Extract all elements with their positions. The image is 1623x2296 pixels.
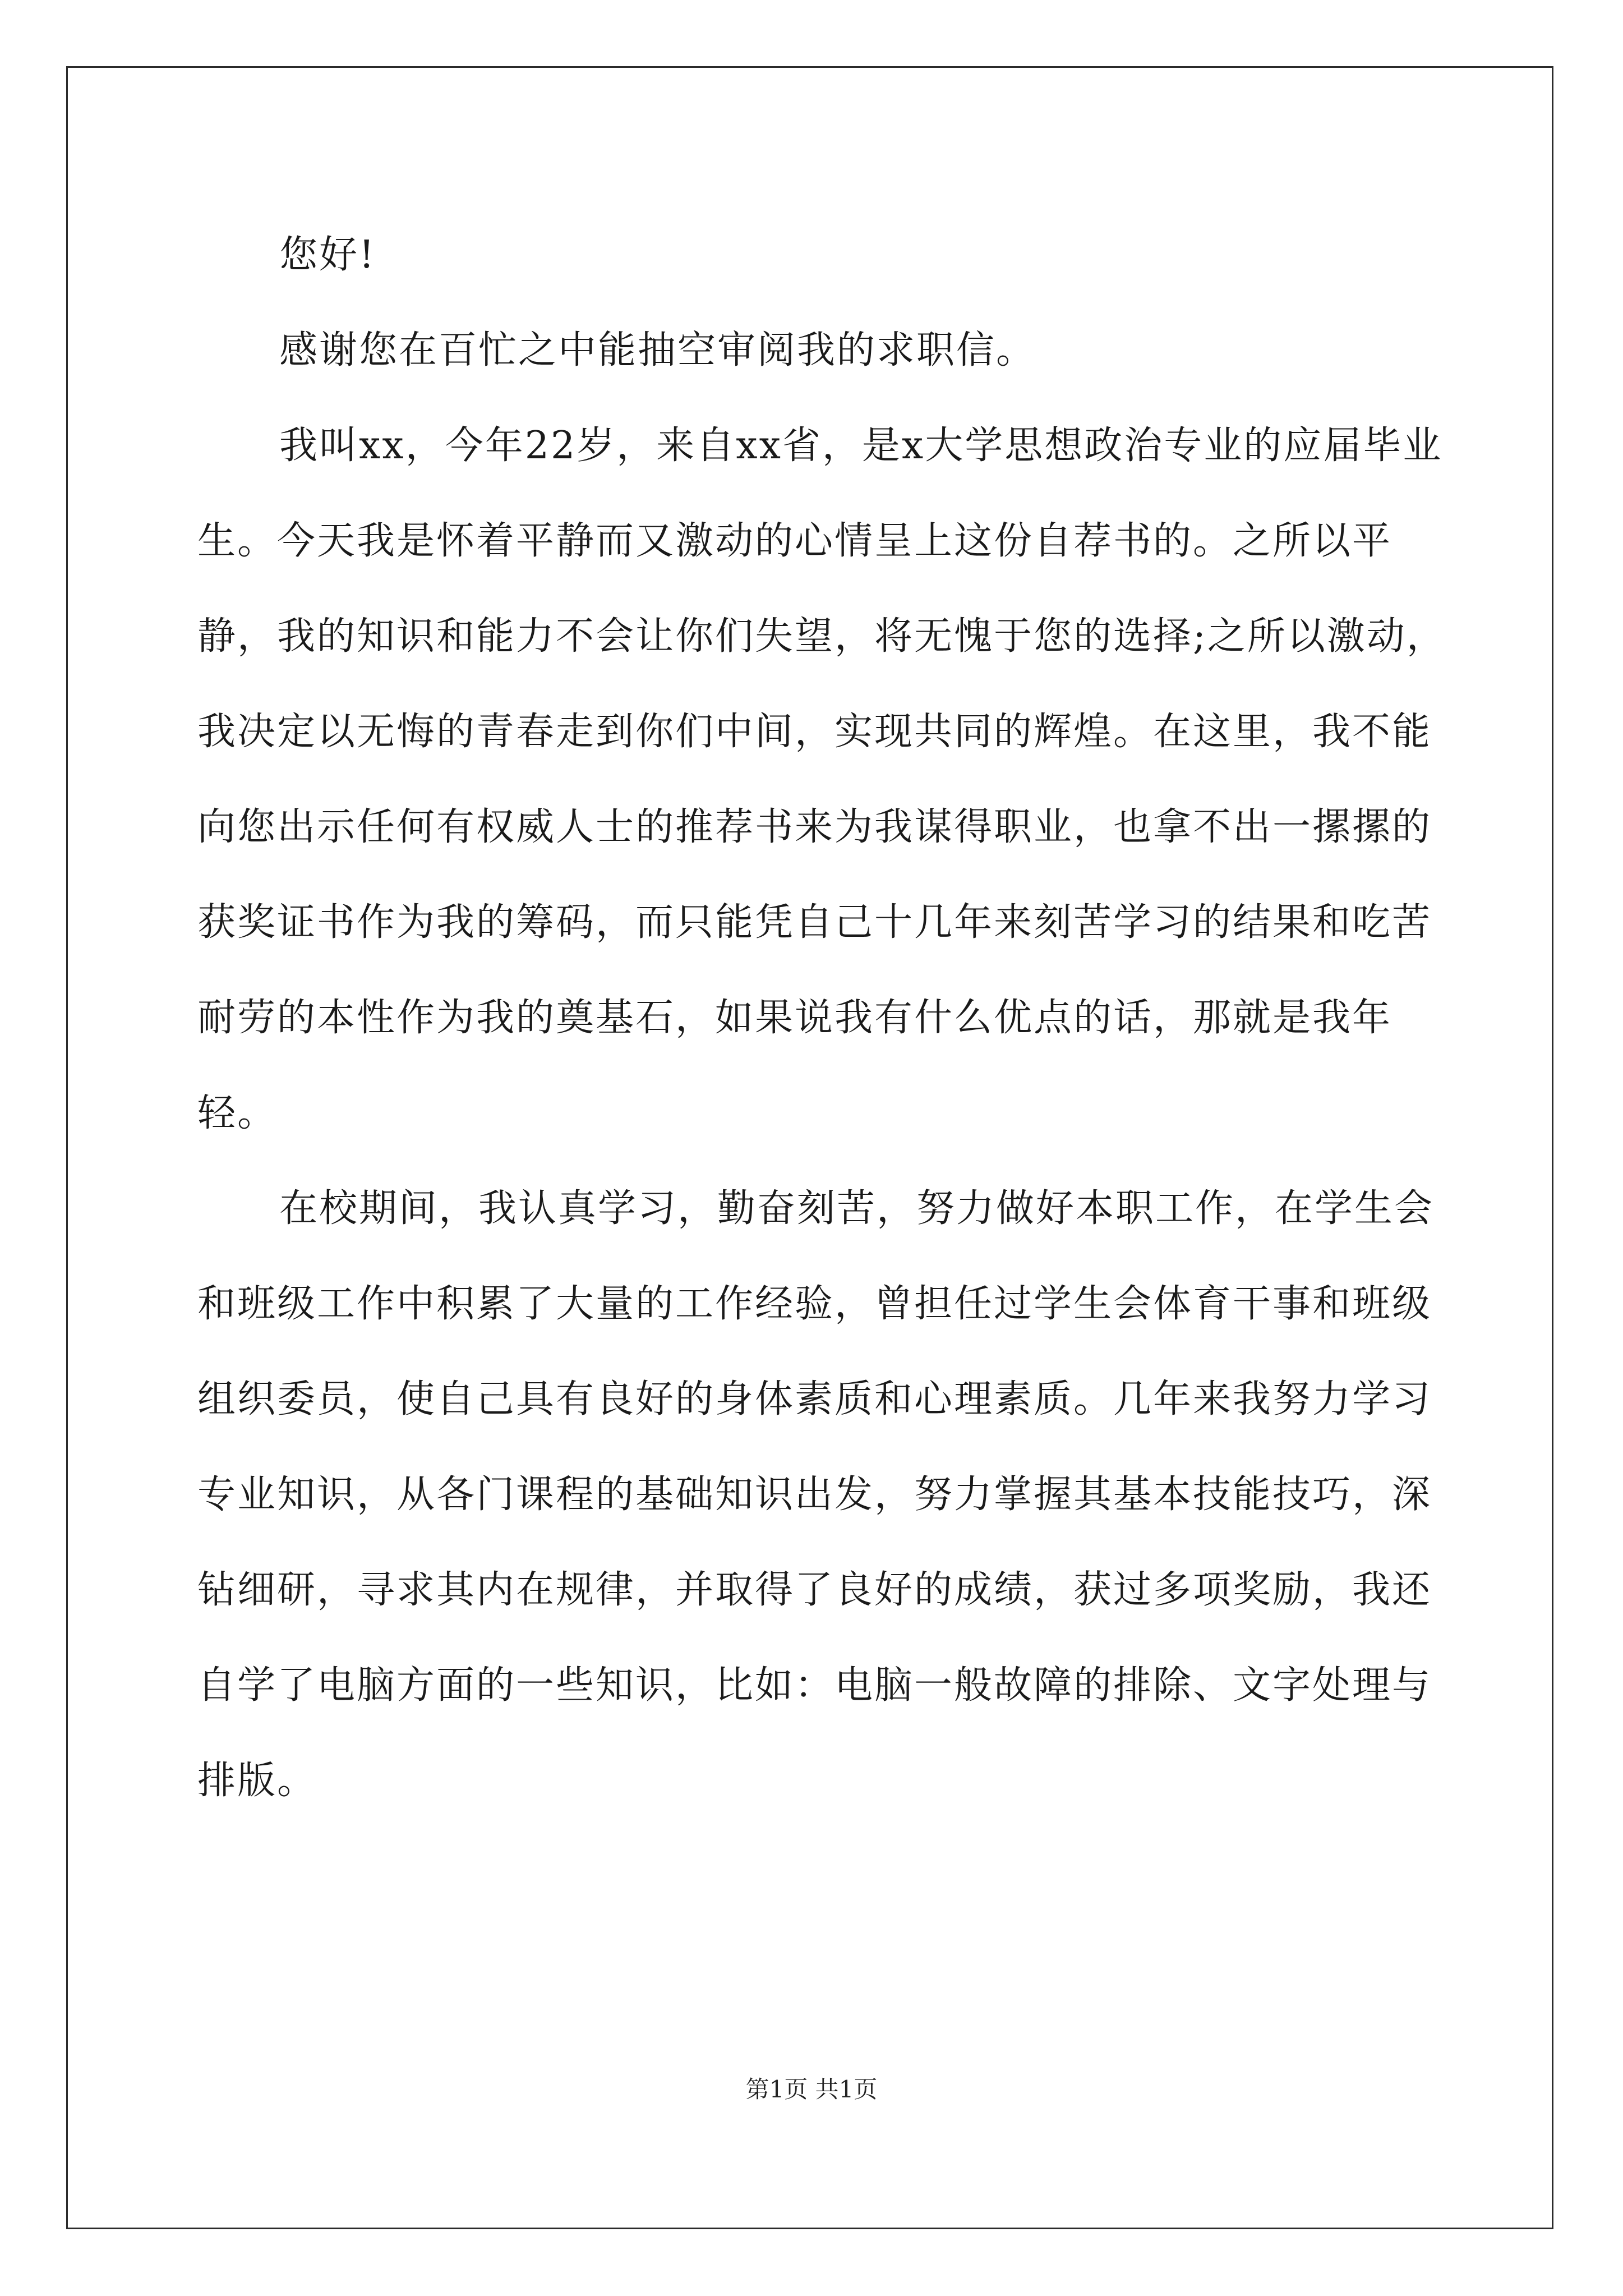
school-experience-paragraph: 在校期间，我认真学习，勤奋刻苦，努力做好本职工作，在学生会和班级工作中积累了大量的工作经验，曾担任过学生会体育干事和班级组织委员，使自己具有良好的身体素质和心理素质。几年来我努力学习专业知识，从各门课程的基础知识出发，努力掌握其基本技能技巧，深钻细研，寻求其内在规律，并取得了良好的成绩，获过多项奖励，我还自学了电脑方面的一些知识，比如：电脑一般故障的排除、文字处理与排版。 bbox=[197, 1186, 1435, 1803]
thanks-paragraph: 感谢您在百忙之中能抽空审阅我的求职信。 bbox=[279, 328, 1036, 372]
greeting-paragraph: 您好! bbox=[279, 233, 376, 277]
page-number-footer: 第1页 共1页 bbox=[745, 2076, 878, 2103]
letter-body bbox=[197, 208, 1454, 1829]
introduction-paragraph: 我叫xx，今年22岁，来自xx省，是x大学思想政治专业的应届毕业生。今天我是怀着平静而又激动的心情呈上这份自荐书的。之所以平静，我的知识和能力不会让你们失望，将无愧于您的选择;之所以激动，我决定以无悔的青春走到你们中间，实现共同的辉煌。在这里，我不能向您出示任何有权威人士的推荐书来为我谋得职业，也拿不出一摞摞的获奖证书作为我的筹码，而只能凭自己十几年来刻苦学习的结果和吃苦耐劳的本性作为我的奠基石，如果说我有什么优点的话，那就是我年轻。 bbox=[197, 424, 1446, 1135]
